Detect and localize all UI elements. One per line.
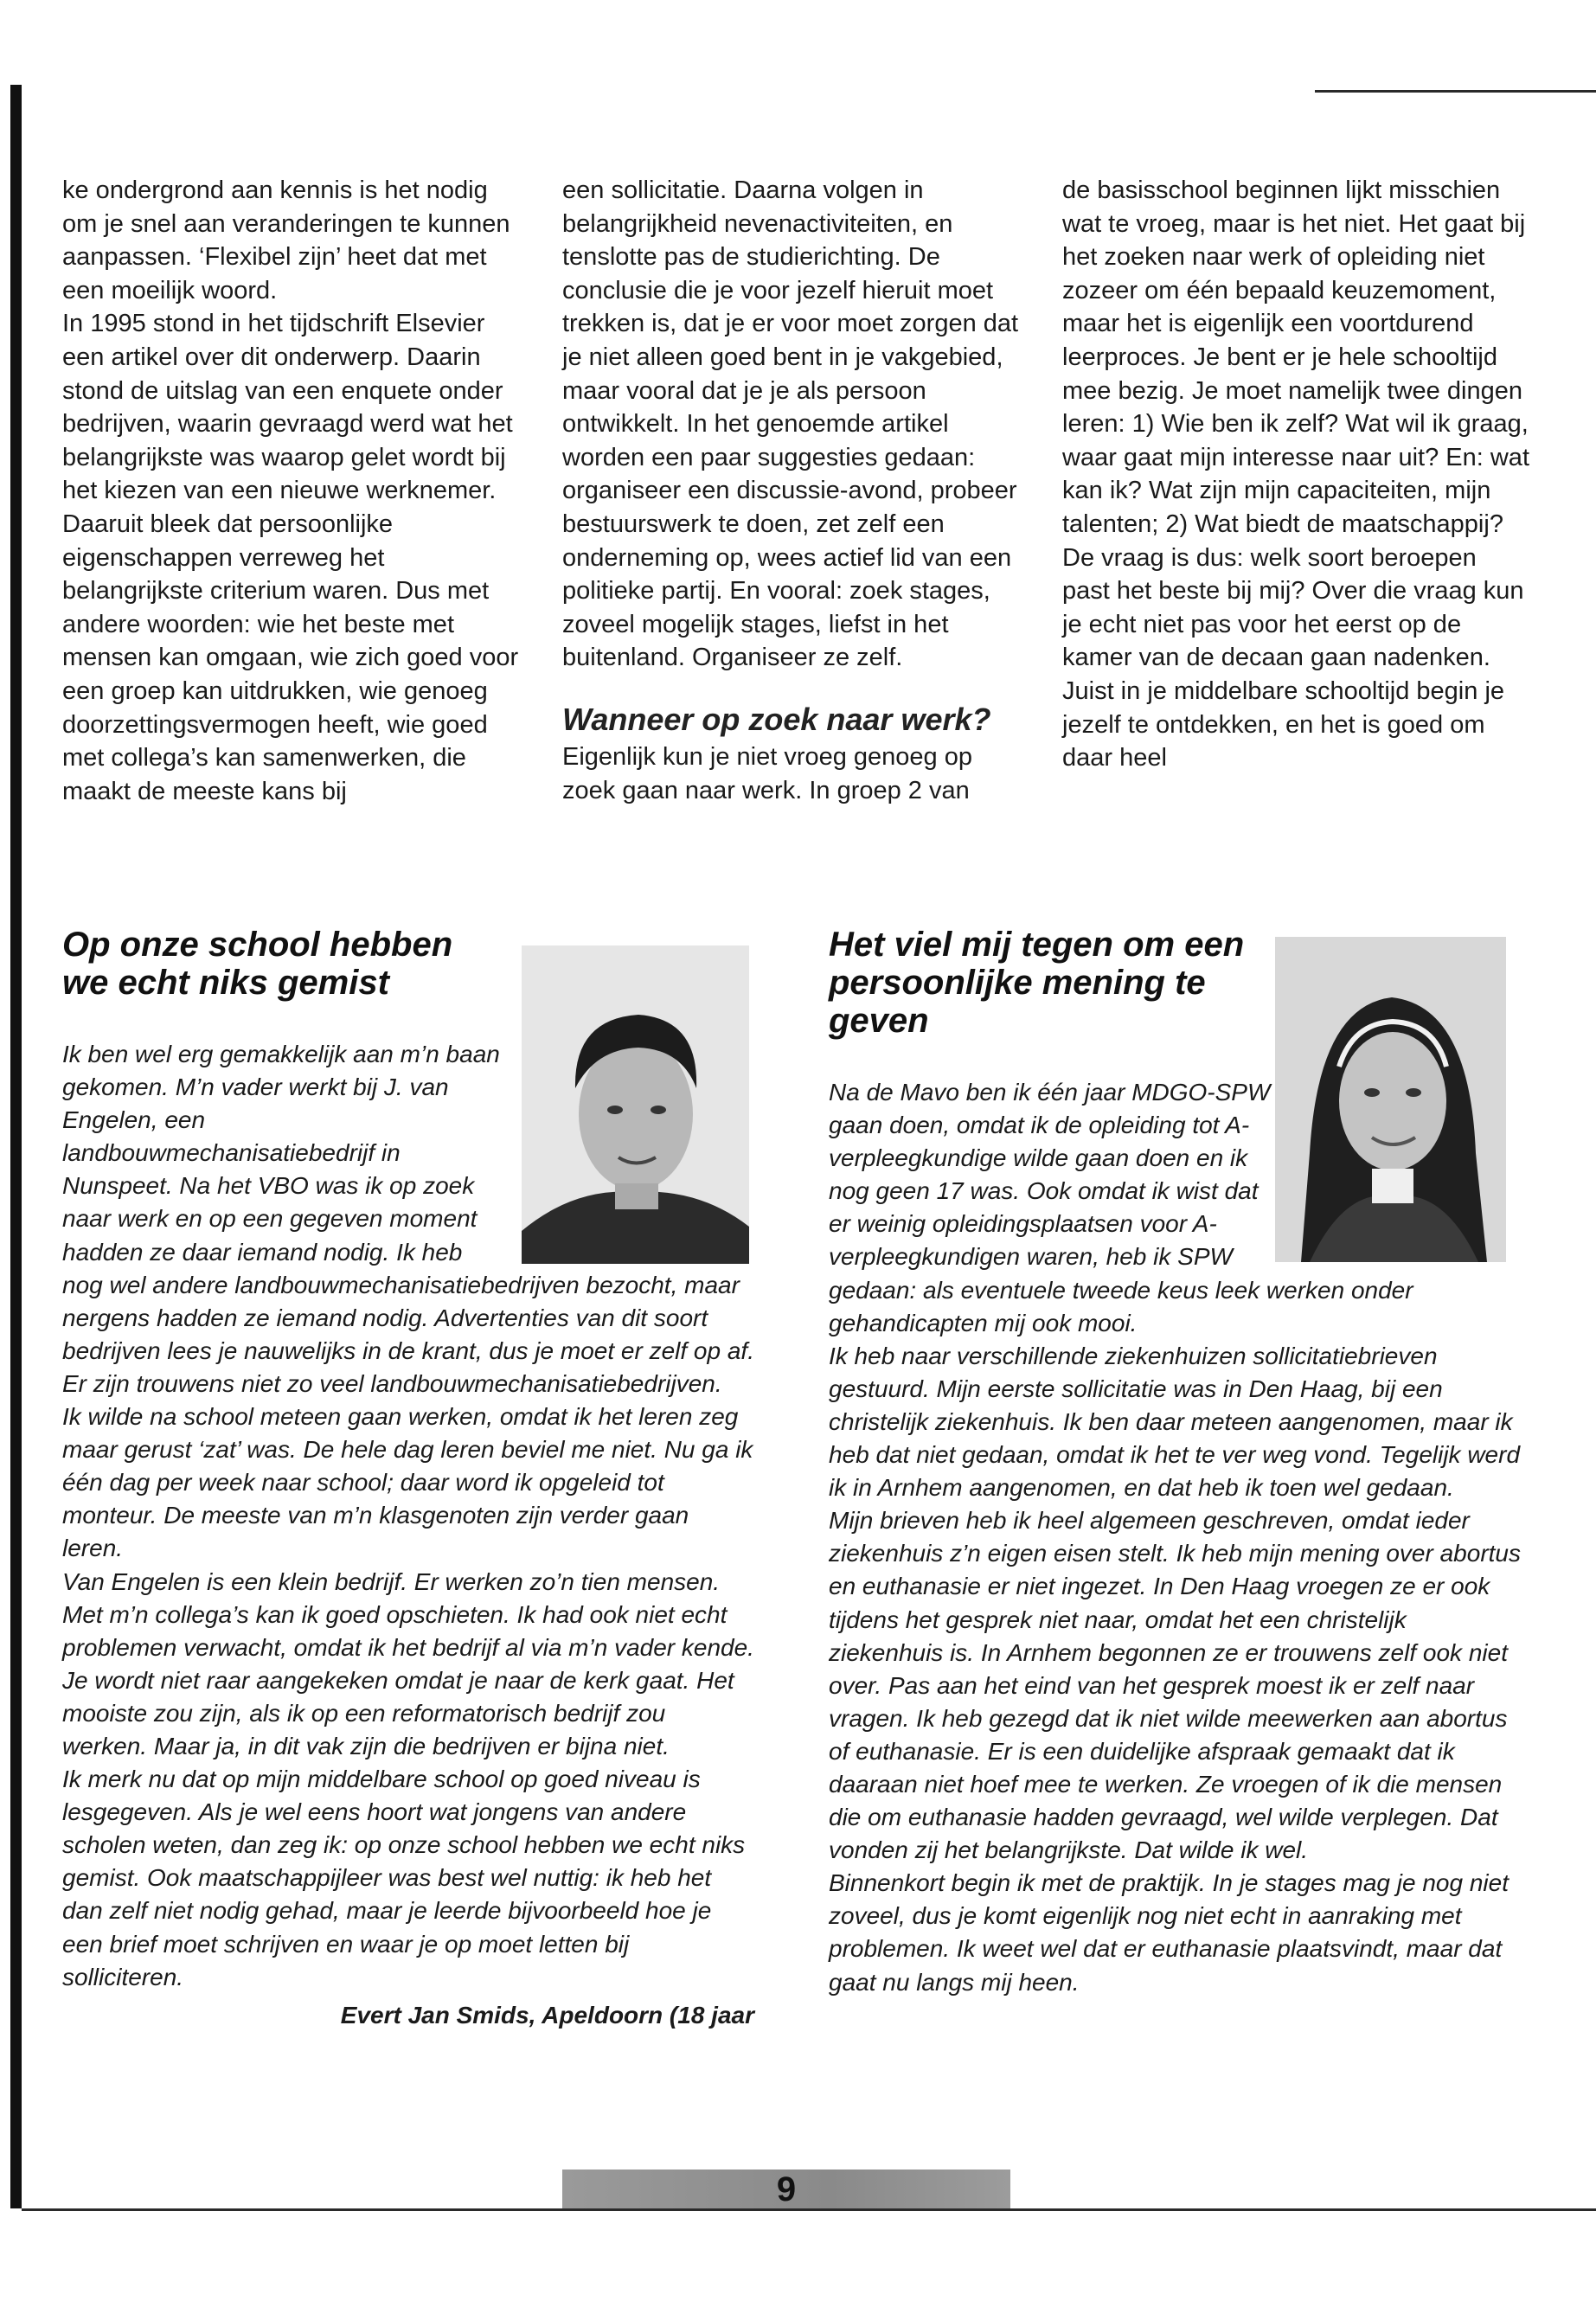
story-paragraph: Na de Mavo ben ik één jaar MDGO-SPW gaan doen, omdat ik de opleiding tot A-verpleegkundige wilde gaan doen en ik nog geen 17 was. Ook omdat ik wist dat er weinig opleidingsplaatsen voor A-verpleegkundigen waren, heb ik SPW gedaan: als eventuele tweede keus leek werken onder gehandicapten mij ook mooi. bbox=[829, 1079, 1413, 1336]
article-paragraph: ke ondergrond aan kennis is het nodig om je snel aan veranderingen te kunnen aanpassen. ‘Flexibel zijn’ heet dat met een moeilijk woord. bbox=[62, 176, 510, 304]
article-column-1 bbox=[62, 174, 529, 808]
article-column-2 bbox=[562, 174, 1029, 807]
section-heading: Wanneer op zoek naar werk? bbox=[562, 701, 991, 737]
page-number: 9 bbox=[776, 2170, 797, 2208]
article-paragraph: een sollicitatie. Daarna volgen in belangrijkheid nevenactiviteiten, en tenslotte pas de studierichting. De conclusie die je voor jezelf hieruit moet trekken is, dat je er voor moet zorgen dat je niet alleen goed bent in je vakgebied, maar vooral dat je je als persoon ontwikkelt. In het genoemde artikel worden een paar suggesties gedaan: organiseer een discussie-avond, probeer bestuurswerk te doen, zet zelf een onderneming op, wees actief lid van een politieke partij. En vooral: zoek stages, zoveel mogelijk stages, liefst in het buitenland. Organiseer ze zelf. bbox=[562, 176, 1019, 672]
article-paragraph: Eigenlijk kun je niet vroeg genoeg op zoek gaan naar werk. In groep 2 van bbox=[562, 742, 972, 804]
top-rule bbox=[1315, 90, 1596, 93]
photo-space bbox=[508, 926, 754, 1261]
article-paragraph: de basisschool beginnen lijkt misschien wat te vroeg, maar is het niet. Het gaat bij het zoeken naar werk of opleiding niet zozeer om één bepaald keuzemoment, maar het is eigenlijk een voortdurend leerproces. Je bent er je hele schooltijd mee bezig. Je moet namelijk twee dingen leren: 1) Wie ben ik zelf? Wat wil ik graag, waar gaat mijn interesse naar uit? En: wat kan ik? Wat zijn mijn capaciteiten, mijn talenten; 2) Wat biedt de maatschappij? bbox=[1062, 176, 1529, 538]
article-paragraph: De vraag is dus: welk soort beroepen past het beste bij mij? Over die vraag kun je echt niet pas voor het eerst op de kamer van de decaan gaan nadenken. Juist in je middelbare schooltijd begin je jezelf te ontdekken, en het is goed om daar heel bbox=[1062, 543, 1524, 772]
story-paragraph: Van Engelen is een klein bedrijf. Er werken zo’n tien mensen. Met m’n collega’s kan ik goed opschieten. Ik had ook niet echt problemen verwacht, omdat ik het bedrijf al via m’n vader kende. Je wordt niet raar aangekeken omdat je naar de kerk gaat. Het mooiste zou zijn, als ik op een reformatorisch bedrijf zou werken. Maar ja, in dit vak zijn die bedrijven er bijna niet. bbox=[62, 1567, 754, 1759]
story-evert-jan-smids bbox=[62, 926, 754, 2032]
story-paragraph: Binnenkort begin ik met de praktijk. In je stages mag je nog niet zoveel, dus je komt eigenlijk nog niet echt in aanraking met problemen. Ik weet wel dat er euthanasie plaatsvindt, maar dat gaat nu langs mij heen. bbox=[829, 1869, 1509, 1996]
story-verpleegkundige bbox=[829, 926, 1521, 1999]
story-paragraph: Ik merk nu dat op mijn middelbare school op goed niveau is lesgegeven. Als je wel eens hoort wat jongens van andere scholen weten, dan zeg ik: op onze school hebben we echt niks gemist. Ook maatschappijleer was best wel nuttig: ik heb het dan zelf niet nodig gehad, maar je leerde bijvoorbeeld hoe je een brief moet schrijven en waar je op moet letten bij solliciteren. bbox=[62, 1766, 746, 1990]
article-paragraph: In 1995 stond in het tijdschrift Elsevier een artikel over dit onderwerp. Daarin stond de uitslag van een enquete onder bedrijven, waarin gevraagd werd wat het belangrijkste was waarop gelet wordt bij het kiezen van een nieuwe werknemer. bbox=[62, 310, 513, 505]
left-margin-bar bbox=[10, 85, 22, 2208]
bottom-rule bbox=[22, 2208, 1596, 2211]
story-paragraph: Ik ben wel erg gemakkelijk aan m’n baan gekomen. M’n vader werkt bij J. van Engelen, een landbouwmechanisatiebedrijf in Nunspeet. Na het VBO was ik op zoek naar werk en op een gegeven moment hadden ze daar iemand nodig. Ik heb nog wel andere landbouwmechanisatiebedrijven bezocht, maar nergens hadden ze iemand nodig. Advertenties van dit soort bedrijven lees je nauwelijks in de krant, dus je moet er zelf op af. Er zijn trouwens niet zo veel landbouwmechanisatiebedrijven. bbox=[62, 1041, 754, 1397]
story-paragraph: Ik heb naar verschillende ziekenhuizen sollicitatiebrieven gestuurd. Mijn eerste sollicitatie was in Den Haag, bij een christelijk ziekenhuis. Ik ben daar meteen aangenomen, maar ik heb dat niet gedaan, omdat ik het te ver weg vond. Tegelijk werd ik in Arnhem aangenomen, en dat heb ik toen wel gedaan. bbox=[829, 1342, 1521, 1502]
story-title: Het viel mij tegen om een persoonlijke mening te geven bbox=[829, 926, 1245, 1040]
story-title: Op onze school hebben we echt niks gemist bbox=[62, 926, 453, 1002]
article-column-3 bbox=[1062, 174, 1529, 775]
article-paragraph: Daaruit bleek dat persoonlijke eigenschappen verreweg het belangrijkste criterium waren. Dus met andere woorden: wie het beste met mensen kan omgaan, wie zich goed voor een groep kan uitdrukken, wie genoeg doorzettingsvermogen heeft, wie goed met collega’s kan samenwerken, die maakt de meeste kans bij bbox=[62, 510, 519, 805]
story-paragraph: Ik wilde na school meteen gaan werken, omdat ik het leren zeg maar gerust ‘zat’ was. De hele dag leren beviel me niet. Nu ga ik één dag per week naar school; daar word ik opgeleid tot monteur. De meeste van m’n klasgenoten zijn verder gaan leren. bbox=[62, 1403, 753, 1562]
photo-space bbox=[1272, 926, 1521, 1265]
story-signature: Evert Jan Smids, Apeldoorn (18 jaar bbox=[340, 2001, 754, 2029]
story-paragraph: Mijn brieven heb ik heel algemeen geschreven, omdat ieder ziekenhuis z’n eigen eisen stelt. Ik heb mijn mening over abortus en euthanasie er niet ingezet. In Den Haag vroegen ze er ook tijdens het gesprek niet naar, omdat het een christelijk ziekenhuis is. In Arnhem begonnen ze er trouwens zelf ook niet over. Pas aan het eind van het gesprek moest ik er zelf naar vragen. Ik heb gezegd dat ik niet wilde meewerken aan abortus of euthanasie. Er is een duidelijke afspraak gemaakt dat ik daaraan niet hoef mee te werken. Ze vroegen of ik die mensen die om euthanasie hadden gevraagd, wel wilde verplegen. Dat vonden zij het belangrijkste. Dat wilde ik wel. bbox=[829, 1507, 1521, 1864]
